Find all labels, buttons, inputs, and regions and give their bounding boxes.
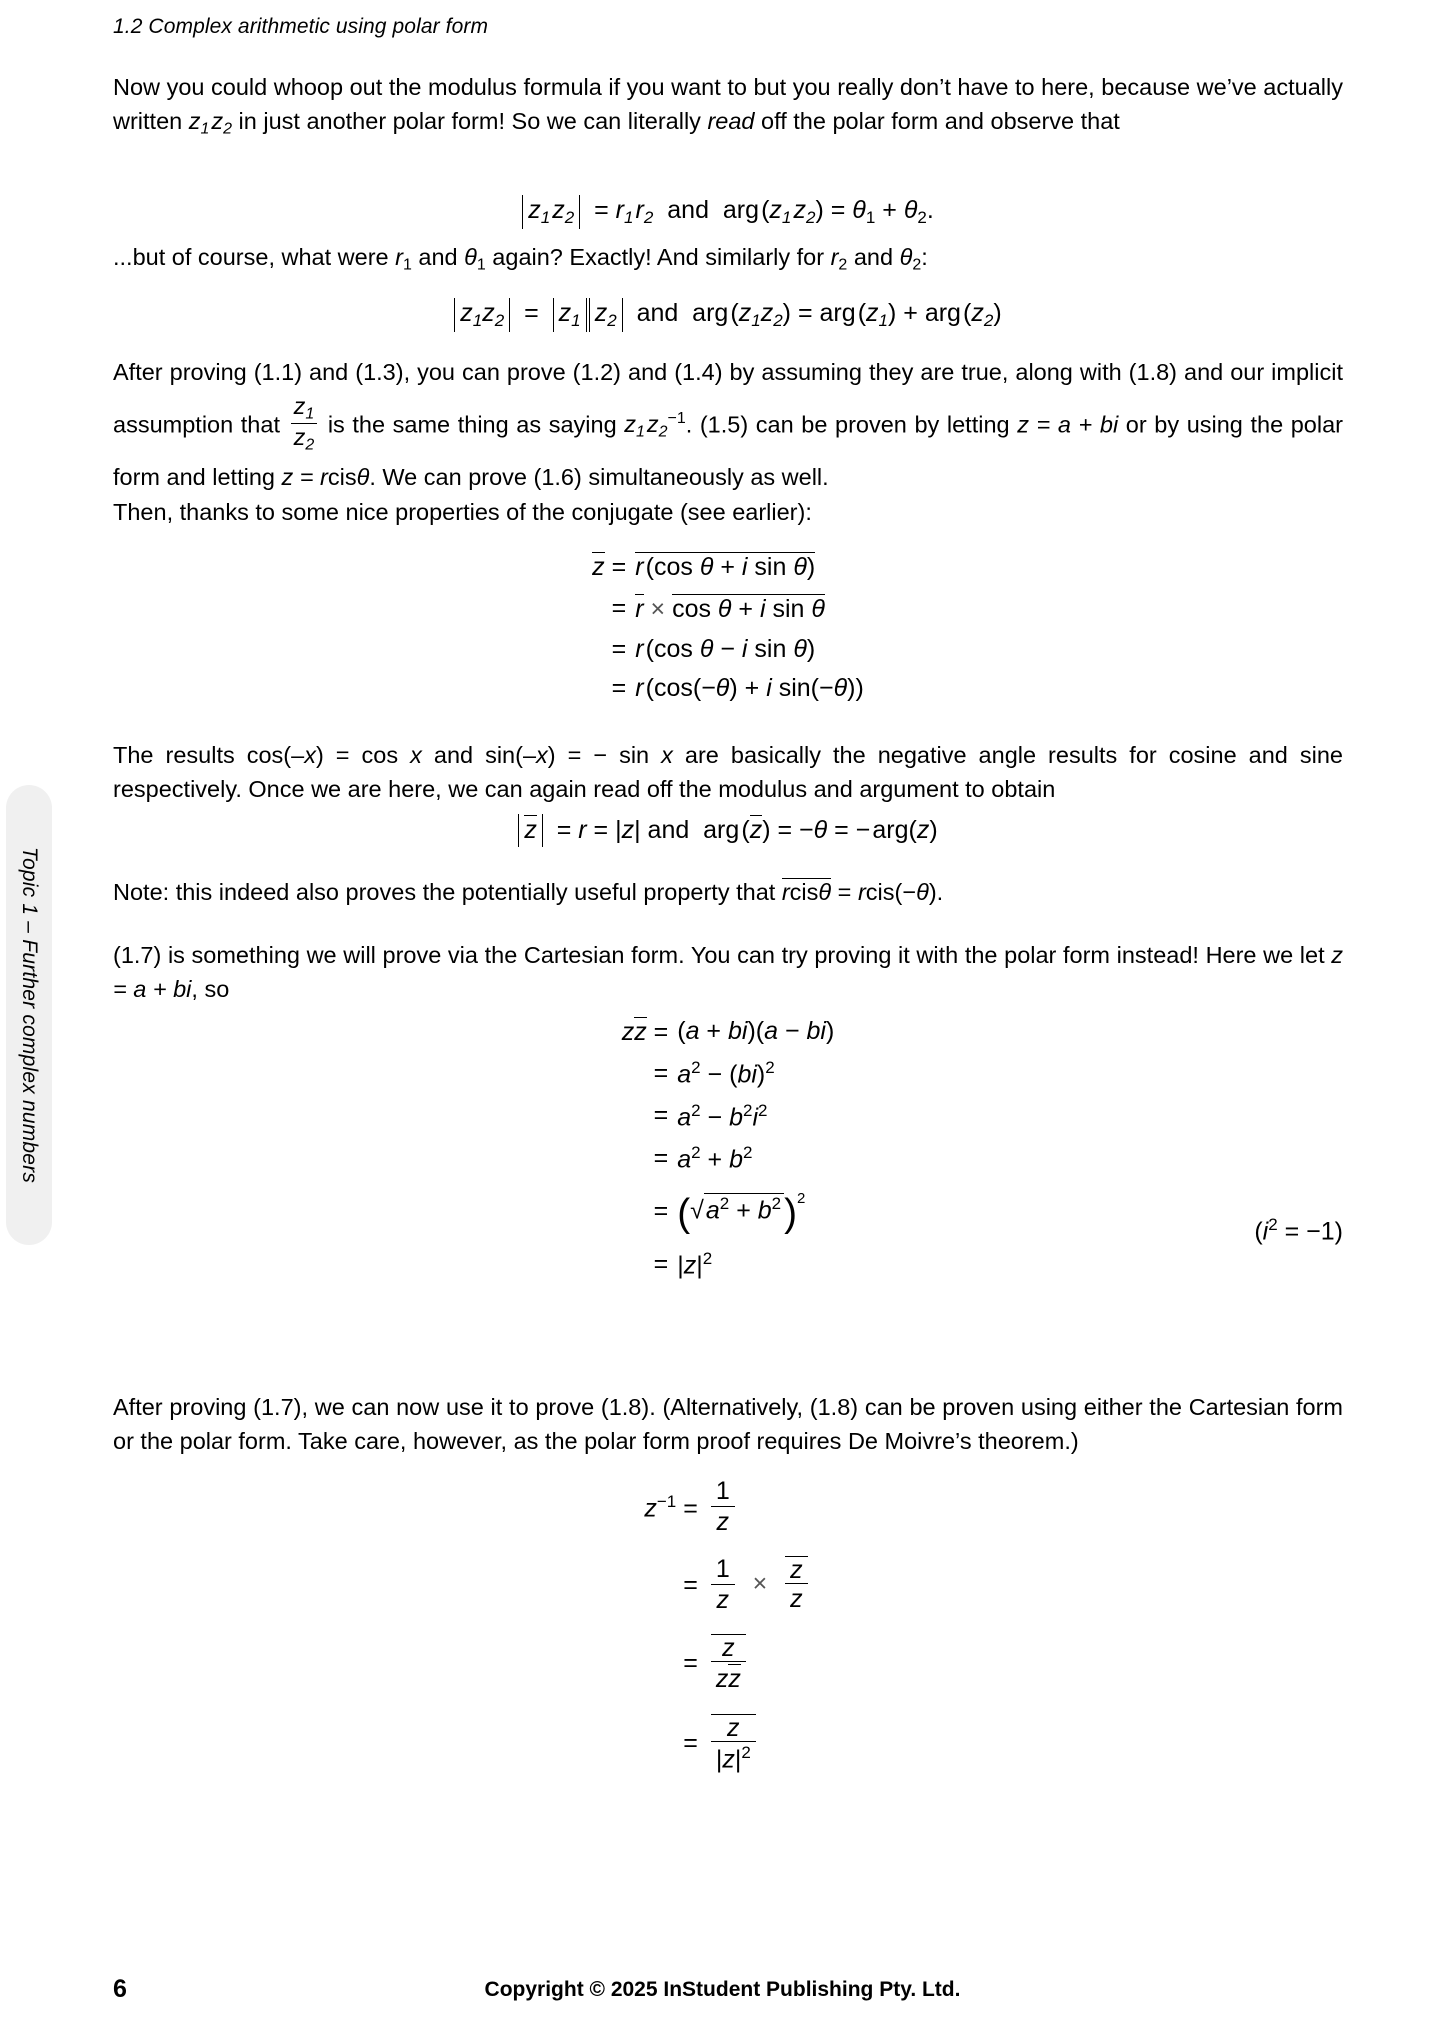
zinverse-derivation-block bbox=[113, 1468, 1343, 1784]
topic-side-tab bbox=[6, 785, 52, 1245]
zzbar-row-1 bbox=[622, 1010, 835, 1052]
zzbar-row-6-rhs: $|z|^2$ bbox=[677, 1248, 713, 1280]
zzbar-row-2-rhs: $a^2 - (bi)^2$ bbox=[677, 1058, 775, 1089]
zzbar-row-3-lhs: = bbox=[653, 1101, 669, 1130]
p7-text-c: , so bbox=[191, 976, 230, 1002]
display-equation-mod-arg-conjugate: z = r = |z| and arg (z) = −θ = − arg(z) bbox=[113, 812, 1343, 848]
zinverse-row-1-lhs: $z^{-1}$ = bbox=[644, 1491, 698, 1523]
abs-z2: $z_2$ bbox=[589, 298, 623, 332]
page-number: 6 bbox=[113, 1975, 127, 2003]
inline-r2: $r_2$ bbox=[830, 244, 848, 274]
p2-text-c: again? Exactly! And similarly for bbox=[485, 244, 831, 270]
zzbar-row-2-lhs: = bbox=[653, 1058, 669, 1087]
p5-text-d: ) = − sin bbox=[547, 742, 662, 768]
paragraph-after-proving: After proving (1.1) and (1.3), you can prove (1.2) and (1.4) by assuming they are true, along with (1.8) and our implicit assumption that $\frac{z_1}{z_2}$ is the same thing as saying $z_1$ $z_2^{-1}$. (1.5) can be proven by letting z = a + bi or by using the polar form and letting z = rcisθ. We can prove (1.6) simultaneously as well. bbox=[113, 359, 1343, 490]
zinverse-align bbox=[644, 1468, 811, 1784]
zinverse-row-1-rhs: $\frac{1}{z}$ bbox=[707, 1468, 812, 1546]
conjugate-row-2-rhs: r × cos θ + i sin θ bbox=[635, 595, 825, 624]
p2-text-b: and bbox=[411, 244, 465, 270]
display-equation-2: $z_1z_2 = z_1$ $z_2$ and arg $(z_1z_2)$ = arg $(z_1)$ + arg $(z_2)$ bbox=[113, 295, 1343, 339]
paragraph-then-thanks: Then, thanks to some nice properties of the conjugate (see earlier): bbox=[113, 499, 812, 525]
inline-r1: $r_1$ bbox=[395, 244, 412, 274]
p5-text-e: are basically the negative angle results for cosine and sine respectively. Once we are here, we can again read off the modulus and argument to obtain bbox=[113, 742, 1343, 802]
zinverse-row-4-rhs: $\frac{z}{|z|^2}$ bbox=[707, 1704, 812, 1784]
zzbar-row-1-rhs: (a + bi)(a − bi) bbox=[677, 1016, 835, 1045]
p3-expr-z-a-bi: z = a + bi bbox=[1017, 411, 1119, 438]
zzbar-row-4-rhs: $a^2 + b^2$ bbox=[677, 1142, 753, 1174]
zzbar-row-5-lhs: = bbox=[653, 1196, 669, 1225]
zzbar-row-6 bbox=[622, 1243, 835, 1285]
zzbar-row-3-rhs: $a^2 - b^2i^2$ bbox=[677, 1100, 768, 1131]
p5-text-c: and sin(– bbox=[421, 742, 537, 768]
p5-text-b: ) = cos bbox=[315, 742, 411, 768]
zinverse-row-1 bbox=[644, 1468, 811, 1546]
zinverse-row-2 bbox=[644, 1546, 811, 1624]
p1-text-c: off the polar form and observe that bbox=[754, 108, 1120, 134]
fraction-z1-over-z2: $\frac{z_1}{z_2}$ bbox=[291, 394, 318, 455]
p3-text-b: is the same thing as saying bbox=[320, 411, 625, 438]
abs-z1: $z_1$ bbox=[553, 298, 587, 332]
inline-z-rcis-theta: z = r bbox=[281, 463, 328, 490]
zinverse-row-3 bbox=[644, 1624, 811, 1704]
inline-x-4: x bbox=[661, 742, 673, 768]
p2-text-e: : bbox=[921, 244, 928, 270]
zinverse-row-4-lhs: = bbox=[683, 1729, 698, 1758]
inline-x-2: x bbox=[410, 742, 422, 768]
p7-expr-z-a-bi: z = a + bi bbox=[113, 942, 1343, 1002]
p2-text-d: and bbox=[847, 244, 900, 270]
conjugate-row-4 bbox=[592, 669, 864, 708]
p3-text-f: . We can prove (1.6) simultaneously as well. bbox=[369, 463, 829, 490]
abs-z1z2-b: $z_1z_2$ bbox=[454, 298, 510, 332]
zinverse-row-3-lhs: = bbox=[683, 1649, 698, 1678]
inline-x-1: x bbox=[304, 742, 316, 768]
p5-text-a: The results cos(– bbox=[113, 742, 305, 768]
zzbar-row-4 bbox=[622, 1137, 835, 1179]
conjugate-row-4-lhs: = bbox=[611, 673, 627, 702]
conjugate-row-1-lhs: z = bbox=[592, 553, 627, 581]
overline-rcis-theta: rcisθ bbox=[781, 879, 832, 905]
paragraph-after-proving-17: After proving (1.7), we can now use it to prove (1.8). (Alternatively, (1.8) can be proven using either the Cartesian form or the polar form. Take care, however, as the polar form proof requires De Moivre’s theorem.) bbox=[113, 1394, 1343, 1454]
zzbar-row-4-lhs: = bbox=[653, 1143, 669, 1172]
p6-text-c: . bbox=[936, 879, 944, 905]
p1-text-a: Now you could whoop out the modulus formula if you want to but you really don’t have to here, because we’ve actually written bbox=[113, 74, 1343, 134]
running-head: 1.2 Complex arithmetic using polar form bbox=[113, 15, 489, 38]
paragraph-note-rcis bbox=[113, 875, 1343, 909]
conjugate-row-3-rhs: r (cos θ − i sin θ) bbox=[635, 634, 816, 663]
conjugate-row-3 bbox=[592, 630, 864, 669]
zinverse-row-4 bbox=[644, 1704, 811, 1784]
abs-z1z2: $z_1$ $z_2$ bbox=[522, 195, 580, 229]
abs-zbar: z bbox=[518, 814, 543, 847]
p6-text-a: Note: this indeed also proves the potentially useful property that bbox=[113, 879, 782, 905]
topic-side-tab-label: Topic 1 – Further complex numbers bbox=[18, 846, 41, 1184]
inline-z1-z2-inverse: $z_1$ $z_2^{-1}$ bbox=[624, 410, 686, 441]
p2-text-a: ...but of course, what were bbox=[113, 244, 396, 270]
paragraph-cartesian-form bbox=[113, 938, 1343, 1006]
zzbar-row-3 bbox=[622, 1095, 835, 1137]
paragraph-negative-angle bbox=[113, 738, 1343, 806]
inline-theta1: $\theta_1$ bbox=[464, 244, 486, 274]
paragraph-but-of-course bbox=[113, 240, 1343, 282]
conjugate-row-2-lhs: = bbox=[611, 593, 627, 622]
p1-text-b: in just another polar form! So we can literally bbox=[232, 108, 708, 134]
copyright-notice: Copyright © 2025 InStudent Publishing Pty. Ltd. bbox=[484, 1978, 961, 2001]
p3-text-e: or by using the polar form and letting bbox=[113, 411, 1343, 490]
zinverse-row-3-rhs: $\frac{z}{zz}$ bbox=[707, 1624, 812, 1704]
p3-text-c: . (1.5) can be proven by letting bbox=[685, 411, 1018, 438]
note-i-squared: $(i^2 = -1)$ bbox=[1254, 1215, 1343, 1246]
zzbar-row-2 bbox=[622, 1052, 835, 1094]
p3-text-a: After proving (1.1) and (1.3), you can prove (1.2) and (1.4) by assuming they are true, along with (1.8) and our implicit assumption that bbox=[113, 359, 1343, 438]
p6-text-b: = bbox=[831, 879, 858, 905]
conjugate-row-1-rhs: r (cos θ + i sin θ) bbox=[635, 553, 816, 581]
zzbar-row-5-rhs: $(√a^2 + b^2)^2$ bbox=[677, 1190, 806, 1236]
conjugate-row-3-lhs: = bbox=[611, 634, 627, 663]
conjugate-align bbox=[592, 545, 864, 708]
p7-text-a: (1.7) is something we will prove via the Cartesian form. You can try proving it with the polar form instead! Here we let bbox=[113, 942, 1332, 968]
conjugate-derivation-block bbox=[113, 545, 1343, 708]
paragraph-intro bbox=[113, 70, 1343, 146]
conjugate-row-1 bbox=[592, 545, 864, 587]
p1-emph-read: read bbox=[707, 108, 755, 134]
zinverse-row-2-lhs: = bbox=[683, 1570, 698, 1599]
conjugate-row-2 bbox=[592, 587, 864, 629]
zzbar-row-1-lhs: zz = bbox=[621, 1018, 669, 1046]
inline-theta2: $\theta_2$ bbox=[899, 244, 922, 274]
zzbar-row-6-lhs: = bbox=[653, 1249, 669, 1278]
zinverse-row-2-rhs: $\frac{1}{z}$ × $\frac{z}{z}$ bbox=[707, 1546, 812, 1624]
inline-z1z2: $z_1$ $z_2$ bbox=[188, 108, 232, 138]
conjugate-row-4-rhs: r (cos(−θ) + i sin(−θ)) bbox=[635, 673, 864, 702]
display-equation-1: $z_1$ $z_2 = r_1$ $r_2$ and arg ($z_1$ $z_2) = \theta_1 + \theta_2$. bbox=[113, 192, 1343, 236]
inline-rcis-neg-theta: rcis(−θ) bbox=[857, 879, 937, 905]
inline-x-3: x bbox=[536, 742, 548, 768]
